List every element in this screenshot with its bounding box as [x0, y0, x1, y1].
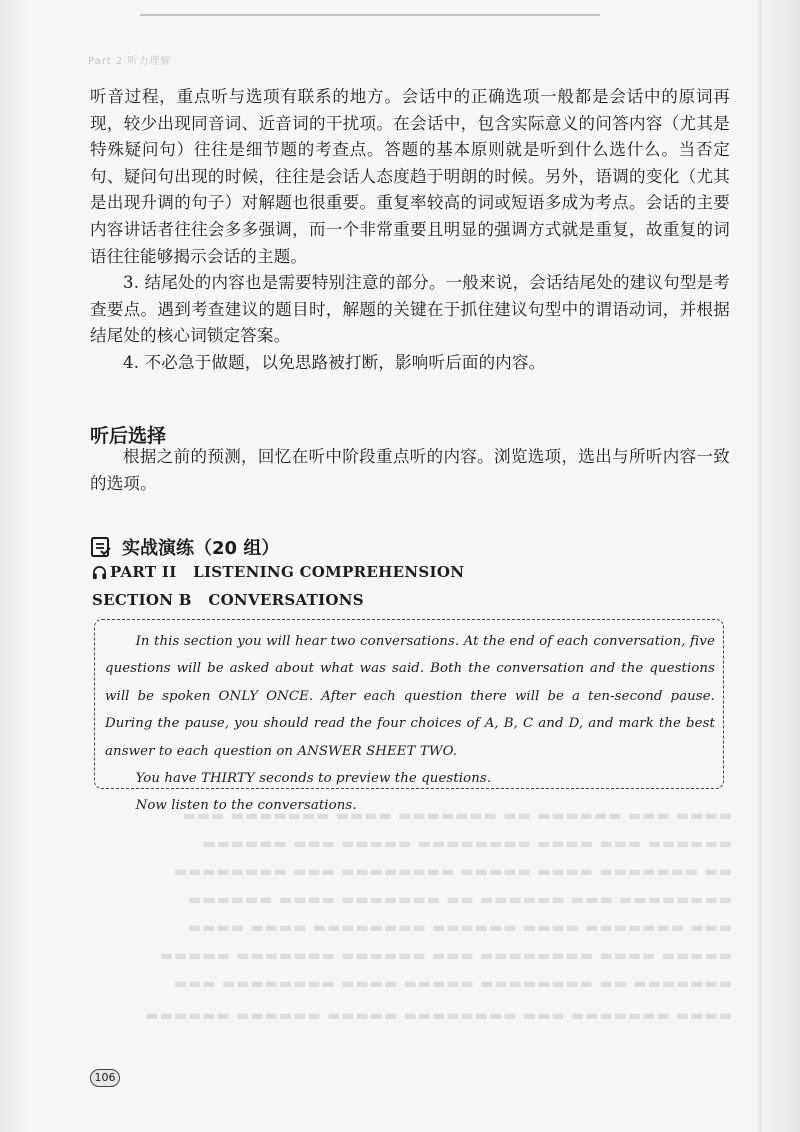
bleed-through-8: ▬▬▬▬ ▬▬▬▬▬▬▬ ▬▬▬ ▬▬▬▬▬▬▬▬ ▬▬▬▬▬ ▬▬▬▬▬▬ ▬▬▬▬▬▬	[144, 1008, 732, 1024]
paragraph-listening-process: 听音过程，重点听与选项有联系的地方。会话中的正确选项一般都是会话中的原词再现，较少出现同音词、近音词的干扰项。在会话中，包含实际意义的问答内容（尤其是特殊疑问句）往往是细节题的考查点。答题的基本原则就是听到什么选什么。当否定句、疑问句出现的时候，往往是会话人态度趋于明朗的时候。另外，语调的变化（尤其是出现升调的句子）对解题也很重要。重复率较高的词或短语多成为考点。会话的主要内容讲话者往往会多多强调，而一个非常重要且明显的强调方式就是重复，故重复的词语往往能够揭示会话的主题。	[90, 87, 730, 266]
bleed-through-1: ▬▬▬▬ ▬▬▬ ▬▬▬▬▬▬ ▬▬ ▬▬▬▬▬▬▬ ▬▬▬▬ ▬▬▬▬▬▬▬ ▬▬▬	[181, 808, 732, 824]
page-gutter-shadow	[756, 0, 762, 1132]
part-title: PART II LISTENING COMPREHENSION	[110, 563, 465, 581]
instructions-main: In this section you will hear two conversations. At the end of each conversation, five questions will be asked about what was said. Both the conversation and the questions will be spoken ONLY ONCE. After each question there will be a ten-second pause. During the pause, you should read the four choices of A, B, C and D, and mark the best answer to each question on ANSWER SHEET TWO.	[105, 634, 715, 759]
header-rule	[140, 14, 600, 16]
bleed-through-4: ▬▬▬▬▬▬▬▬ ▬▬▬ ▬▬▬▬▬▬ ▬▬ ▬▬▬▬▬▬▬ ▬▬▬▬ ▬▬▬▬▬▬	[187, 892, 732, 908]
paragraph-after-listening: 根据之前的预测，回忆在听中阶段重点听的内容。浏览选项，选出与所听内容一致的选项。	[90, 447, 730, 493]
bleed-through-6: ▬▬▬▬▬ ▬▬▬▬ ▬▬▬▬▬▬▬▬ ▬▬▬ ▬▬▬▬▬▬ ▬▬▬▬▬▬▬ ▬▬▬▬▬	[158, 948, 732, 964]
bleed-through-2: ▬▬▬▬▬▬ ▬▬▬ ▬▬▬▬ ▬▬▬▬▬▬▬▬ ▬▬▬▬▬ ▬▬▬ ▬▬▬▬▬▬	[201, 836, 732, 852]
bleed-through-5: ▬▬▬ ▬▬▬▬▬▬▬ ▬▬▬▬ ▬▬▬▬▬▬ ▬▬▬▬▬▬▬▬ ▬▬▬▬ ▬▬▬▬	[187, 920, 732, 936]
section-title: SECTION B CONVERSATIONS	[92, 591, 364, 609]
instructions-preview: You have THIRTY seconds to preview the questions.	[135, 771, 492, 787]
running-header: Part 2 听力理解	[88, 56, 172, 67]
practice-title: 实战演练（20 组）	[122, 538, 280, 559]
practice-heading	[90, 534, 279, 560]
after-listening-text	[90, 444, 730, 497]
part-heading	[92, 563, 464, 581]
document-icon	[90, 536, 112, 558]
headphones-icon	[92, 565, 107, 580]
paragraph-ending-content: 3. 结尾处的内容也是需要特别注意的部分。一般来说，会话结尾处的建议句型是考查要点。遇到考查建议的题目时，解题的关键在于抓住建议句型中的谓语动词，并根据结尾处的核心词锁定答案。	[90, 273, 730, 346]
bleed-through-3: ▬▬ ▬▬▬▬▬▬▬ ▬▬▬▬ ▬▬▬▬▬ ▬▬▬▬▬▬▬▬ ▬▬▬ ▬▬▬▬▬▬▬▬	[172, 864, 732, 880]
instructions-box	[94, 619, 724, 814]
instructions-listen: Now listen to the conversations.	[135, 798, 357, 814]
body-text	[90, 84, 730, 377]
page-number: 106	[90, 1069, 120, 1087]
paragraph-dont-rush: 4. 不必急于做题，以免思路被打断，影响听后面的内容。	[123, 352, 546, 372]
bleed-through-7: ▬▬▬▬▬▬▬ ▬▬ ▬▬▬▬▬▬▬▬ ▬▬▬▬▬ ▬▬▬▬ ▬▬▬▬▬▬▬▬ ▬▬▬	[172, 976, 732, 992]
heading-after-listening: 听后选择	[90, 425, 167, 447]
